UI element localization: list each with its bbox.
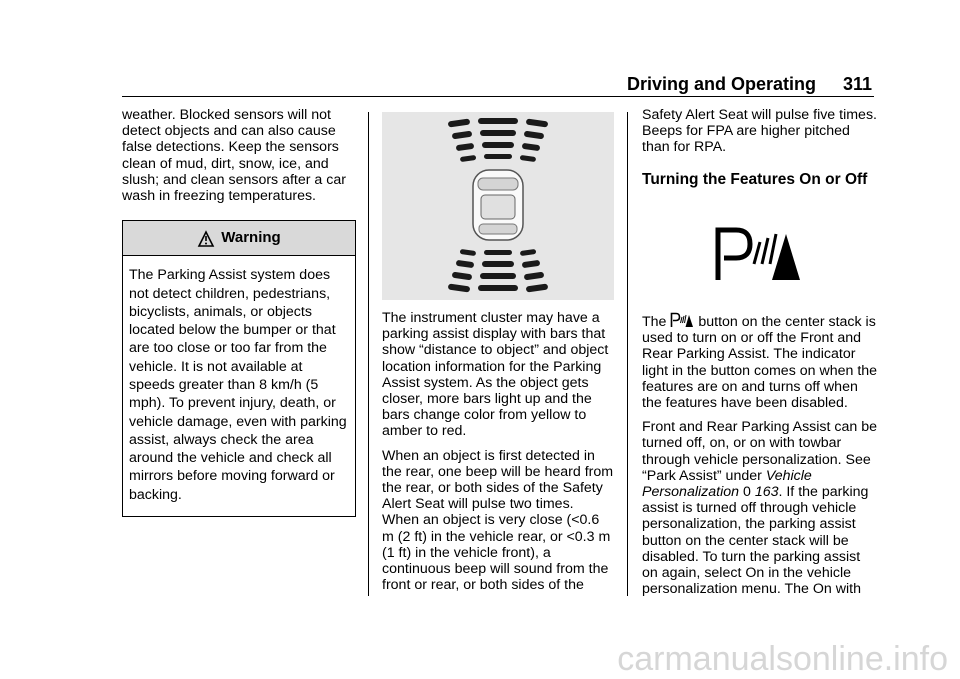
warning-triangle-icon [197,230,215,247]
column-1 [122,107,356,517]
front-bars [448,118,549,162]
parking-assist-inline-icon [670,312,694,328]
button-paragraph [642,312,878,411]
personalization-text-b: . If the parking assist is turned off through vehicle personalization, the parking assist button on the center stack will be disabled. To turn the parking assist on again, select On in the vehicle personalization menu. The On with [642,484,869,598]
intro-paragraph: weather. Blocked sensors will not detect objects and can also cause false detections. Keep the sensors clean of mud, dirt, snow, ice, and slush; and clean sensors after a car wash in freezing temperatures. [122,107,346,205]
section-heading: Turning the Features On or Off [642,170,868,188]
continued-paragraph: Safety Alert Seat will pulse five times. Beeps for FPA are higher pitched than for RPA. [642,107,877,156]
page-number: 311 [842,74,872,94]
warning-header [123,221,355,256]
vehicle-personalization-ref: Vehicle Personalization [642,467,812,501]
parking-assist-display-illustration [382,112,614,300]
button-para-start: The [642,314,667,331]
column-3 [642,107,878,597]
page-ref-arrow-icon: 0 [742,484,751,501]
parking-assist-button-icon [712,224,802,284]
warning-box [122,220,356,517]
button-para-rest: button on the center stack is used to turn on or off the Front and Rear Parking Assist. The indicator light in the button comes on when the features are on and turns off when the features have been disabled. [642,314,878,412]
warning-body: The Parking Assist system does not detect children, pedestrians, bicyclists, animals, or objects located below the bumper or that are too close or too far from the vehicle. It is not available at speeds greater than 8 km/h (5 mph). To prevent injury, death, or vehicle damage, even with parking assist, always check the area around the vehicle and check all mirrors before moving forward or backing. [129,267,347,503]
page-header [122,70,874,97]
page-ref-number: 163 [754,484,779,501]
watermark: carmanualsonline.info [617,640,948,678]
display-paragraph: The instrument cluster may have a parking assist display with bars that show “distance to object” and object location information for the Parking Assist system. As the object gets closer, more bars light up and the bars change color from yellow to amber to red. [382,310,609,440]
personalization-text-a: Front and Rear Parking Assist can be turned off, on, or on with towbar through vehicle personalization. See “Park Assist” under [642,419,878,484]
car-top-view [473,170,523,240]
column-divider-right [627,112,628,596]
rear-bars [448,249,549,293]
column-2 [382,112,614,593]
personalization-paragraph [642,419,878,597]
column-divider-left [368,112,369,596]
parking-assist-diagram [382,112,614,300]
beep-paragraph: When an object is first detected in the rear, one beep will be heard from the rear, or both sides of the Safety Alert Seat will pulse two times. When an object is very close (<0.6 m (2 ft) in the vehicle rear, or <0.3 m (1 ft) in the vehicle front), a continuous beep will sound from the front or rear, or both sides of the [382,447,614,594]
section-title: Driving and Operating [626,74,816,94]
warning-title: Warning [221,229,281,247]
